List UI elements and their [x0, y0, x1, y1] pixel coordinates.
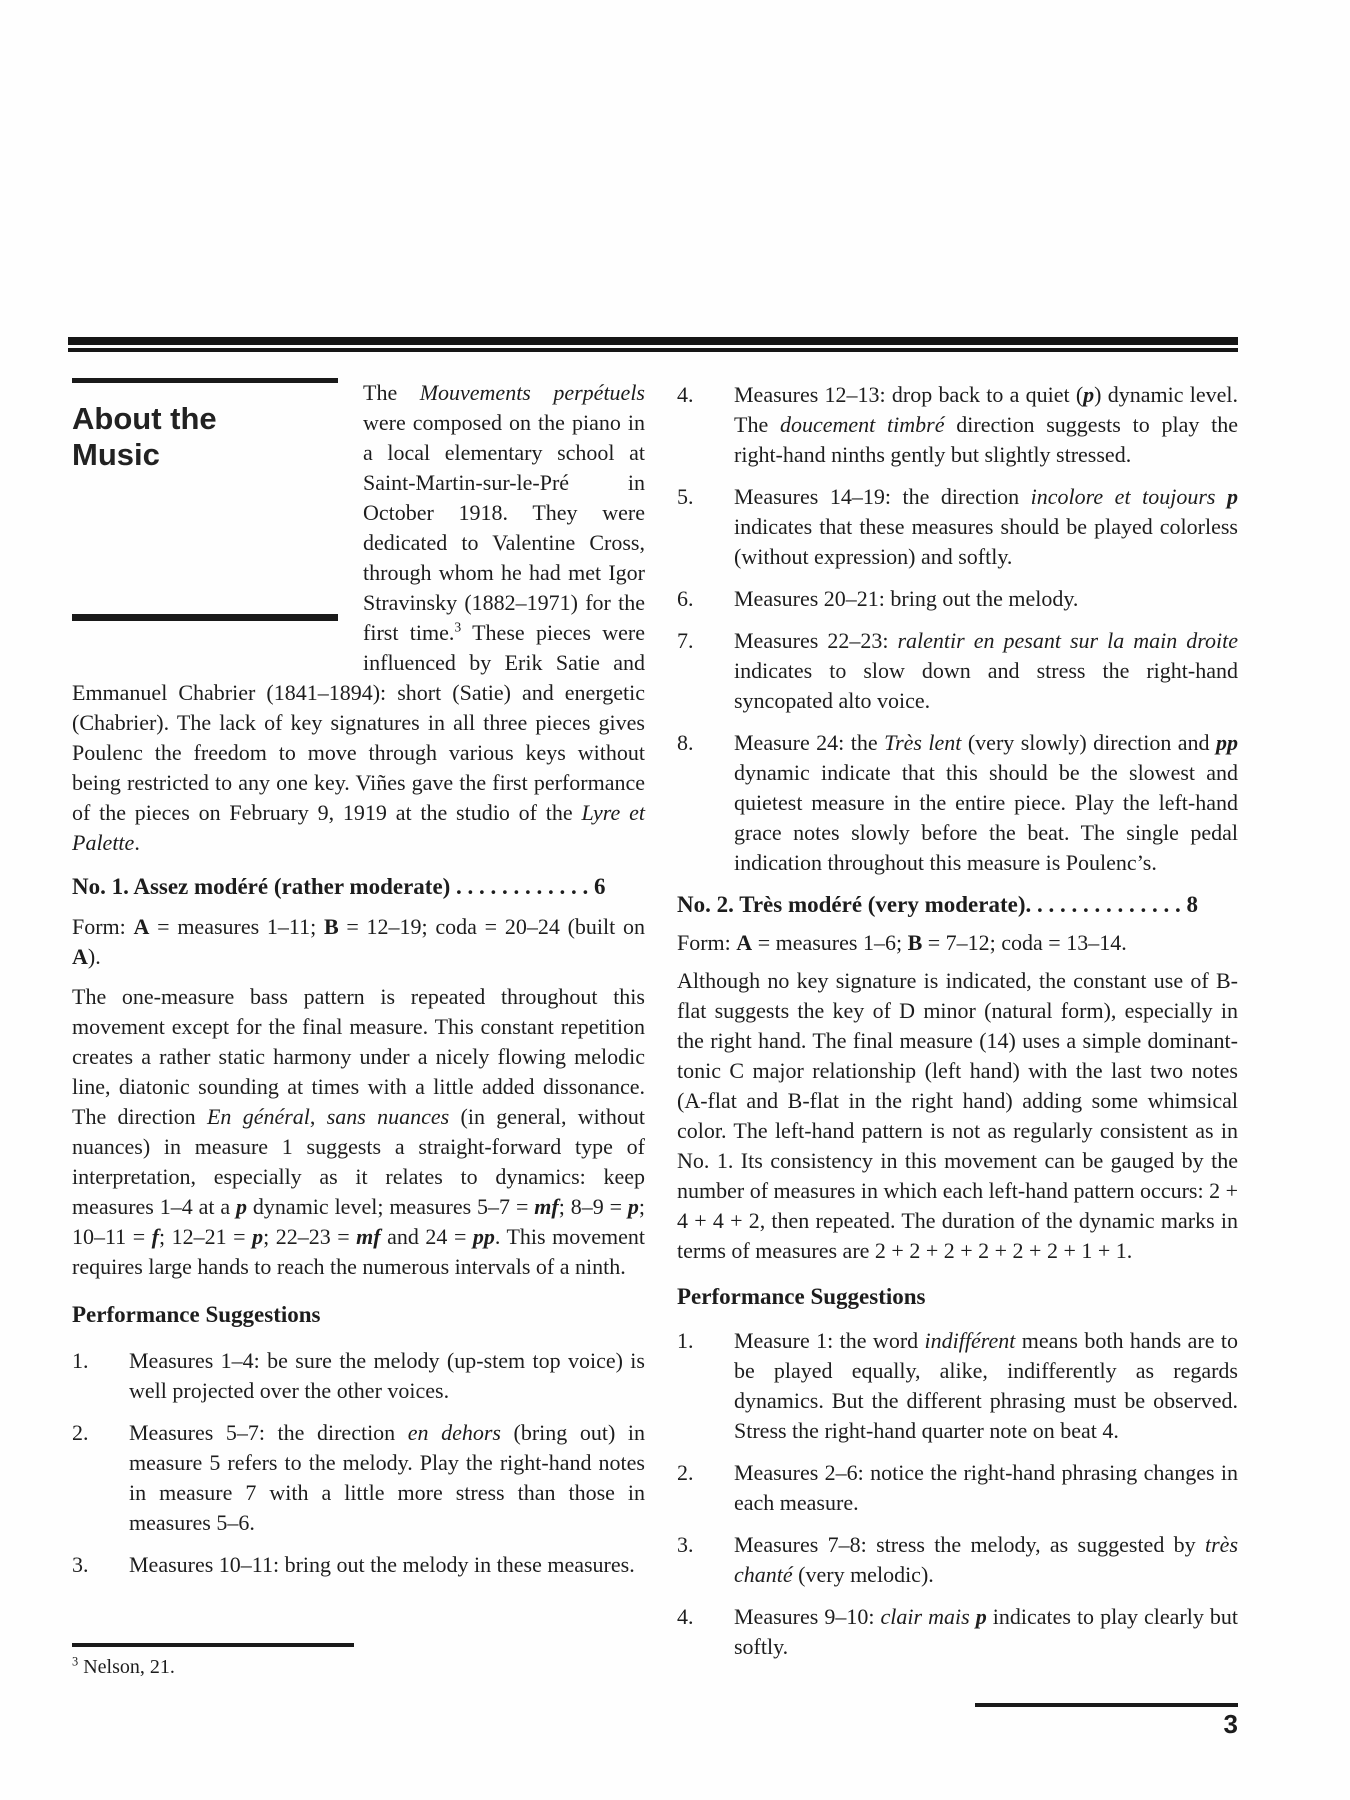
about-heading-rule-bottom — [72, 614, 338, 621]
list-item-number: 4. — [677, 382, 694, 407]
list-item-text: Measures 22–23: ralentir en pesant sur la main droite indicates to slow down and stress the right-hand syncopated alto voice. — [734, 628, 1238, 713]
top-double-rule — [68, 337, 1238, 352]
section2-heading: No. 2. Très modéré (very moderate). . . . . . . . . . . . . . 8 — [677, 892, 1198, 917]
section1-form-line: Form: A = measures 1–11; B = 12–19; coda = 20–24 (built on A). — [72, 914, 645, 969]
footnote-text: $^3$ Nelson, 21. — [72, 1654, 175, 1678]
list-item-number: 3. — [677, 1532, 694, 1557]
list-item — [677, 728, 1238, 878]
list-item-number: 1. — [72, 1348, 89, 1373]
list-item — [677, 482, 1238, 572]
section1-performance-suggestions-heading: Performance Suggestions — [72, 1302, 321, 1327]
list-item-text: Measures 10–11: bring out the melody in these measures. — [129, 1552, 635, 1577]
page-number: 3 — [1223, 1709, 1238, 1739]
section2-performance-suggestions-heading: Performance Suggestions — [677, 1284, 926, 1309]
list-item-number: 5. — [677, 484, 694, 509]
list-item-number: 4. — [677, 1604, 694, 1629]
list-item — [677, 380, 1238, 470]
about-heading-rule-top — [72, 378, 338, 383]
right-column — [677, 380, 1238, 1674]
about-title-line-2: Music — [72, 437, 160, 472]
list-item — [72, 1346, 645, 1406]
list-item-text: Measures 20–21: bring out the melody. — [734, 586, 1079, 611]
top-rule-thin-bar — [68, 348, 1238, 352]
top-rule-thick-bar — [68, 337, 1238, 345]
section1-suggestions-list-continued — [677, 380, 1238, 878]
list-item-text: Measures 12–13: drop back to a quiet (p) dynamic level. The doucement timbré direction suggests to play the right-hand ninths gently but slightly stressed. — [734, 382, 1239, 467]
list-item-text: Measures 7–8: stress the melody, as suggested by très chanté (very melodic). — [734, 1532, 1238, 1587]
section-title-about-the-music — [72, 401, 338, 473]
footnote-rule — [72, 1643, 354, 1647]
list-item-number: 1. — [677, 1328, 694, 1353]
list-item-text: Measures 1–4: be sure the melody (up-stem top voice) is well projected over the other voices. — [129, 1348, 645, 1403]
list-item-text: Measures 14–19: the direction incolore et toujours p indicates that these measures should be played colorless (without expression) and softly. — [734, 484, 1238, 569]
list-item-number: 3. — [72, 1552, 89, 1577]
list-item — [677, 626, 1238, 716]
page-footer-rule — [975, 1703, 1238, 1707]
section2-suggestions-list — [677, 1326, 1238, 1662]
list-item-text: Measures 2–6: notice the right-hand phrasing changes in each measure. — [734, 1460, 1238, 1515]
list-item — [677, 1326, 1238, 1446]
list-item — [677, 1602, 1238, 1662]
list-item — [72, 1418, 645, 1538]
list-item — [677, 1458, 1238, 1518]
list-item-text: Measures 5–7: the direction en dehors (bring out) in measure 5 refers to the melody. Play the right-hand notes in measure 7 with a little more stress than those in measures 5–6. — [129, 1420, 645, 1535]
list-item-text: Measure 24: the Très lent (very slowly) direction and pp dynamic indicate that this should be the slowest and quietest measure in the entire piece. Play the left-hand grace notes slowly before the beat. The single pedal indication throughout this measure is Poulenc’s. — [734, 730, 1238, 875]
section2-form-line: Form: A = measures 1–6; B = 7–12; coda = 13–14. — [677, 930, 1127, 955]
list-item-number: 7. — [677, 628, 694, 653]
list-item — [72, 1550, 645, 1580]
list-item — [677, 1530, 1238, 1590]
about-title-line-1: About the — [72, 401, 217, 436]
left-column — [72, 373, 645, 1592]
list-item — [677, 584, 1238, 614]
list-item-text: Measures 9–10: clair mais p indicates to play clearly but softly. — [734, 1604, 1238, 1659]
section2-body-paragraph: Although no key signature is indicated, the constant use of B-flat suggests the key of D minor (natural form), especially in the right hand. The final measure (14) uses a simple dominant-tonic C major relationship (left hand) with the last two notes (A-flat and B-flat in the right hand) adding some whimsical color. The left-hand pattern is not as regularly consistent as in No. 1. Its consistency in this movement can be gauged by the number of measures in which each left-hand pattern occurs: 2 + 4 + 4 + 2, then repeated. The duration of the dynamic marks in terms of measures are 2 + 2 + 2 + 2 + 2 + 2 + 1 + 1. — [677, 968, 1238, 1263]
section1-suggestions-list — [72, 1346, 645, 1580]
about-the-music-section — [72, 378, 645, 858]
list-item-number: 6. — [677, 586, 694, 611]
about-heading-block — [72, 378, 338, 670]
footnote — [72, 1643, 354, 1680]
list-item-text: Measure 1: the word indifférent means both hands are to be played equally, alike, indifferently as regards dynamics. But the different phrasing must be observed. Stress the right-hand quarter note on beat 4. — [734, 1328, 1238, 1443]
page-footer — [975, 1703, 1238, 1740]
section1-body-paragraph: The one-measure bass pattern is repeated throughout this movement except for the final measure. This constant repetition creates a rather static harmony under a nicely flowing melodic line, diatonic sounding at times with a little added dissonance. The direction En général, sans nuances (in general, without nuances) in measure 1 suggests a straight-forward type of interpretation, especially as it relates to dynamics: keep measures 1–4 at a p dynamic level; measures 5–7 = mf; 8–9 = p; 10–11 = f; 12–21 = p; 22–23 = mf and 24 = pp. This movement requires large hands to reach the numerous intervals of a ninth. — [72, 984, 646, 1279]
intro-paragraph: The Mouvements perpétuels were composed on the piano in a local elementary school at Saint-Martin-sur-le-Pré in October 1918. They were dedicated to Valentine Cross, through whom he had met Igor Stravinsky (1882–1971) for the first time.$^3$ These pieces were influenced by Erik Satie and Emmanuel Chabrier (1841–1894): short (Satie) and energetic (Chabrier). The lack of key signatures in all three pieces gives Poulenc the freedom to move through various keys without being restricted to any one key. Viñes gave the first performance of the pieces on February 9, 1919 at the studio of the Lyre et Palette. — [72, 380, 646, 855]
section1-heading: No. 1. Assez modéré (rather moderate) . . . . . . . . . . . . 6 — [72, 874, 606, 899]
list-item-number: 8. — [677, 730, 694, 755]
list-item-number: 2. — [72, 1420, 89, 1445]
list-item-number: 2. — [677, 1460, 694, 1485]
